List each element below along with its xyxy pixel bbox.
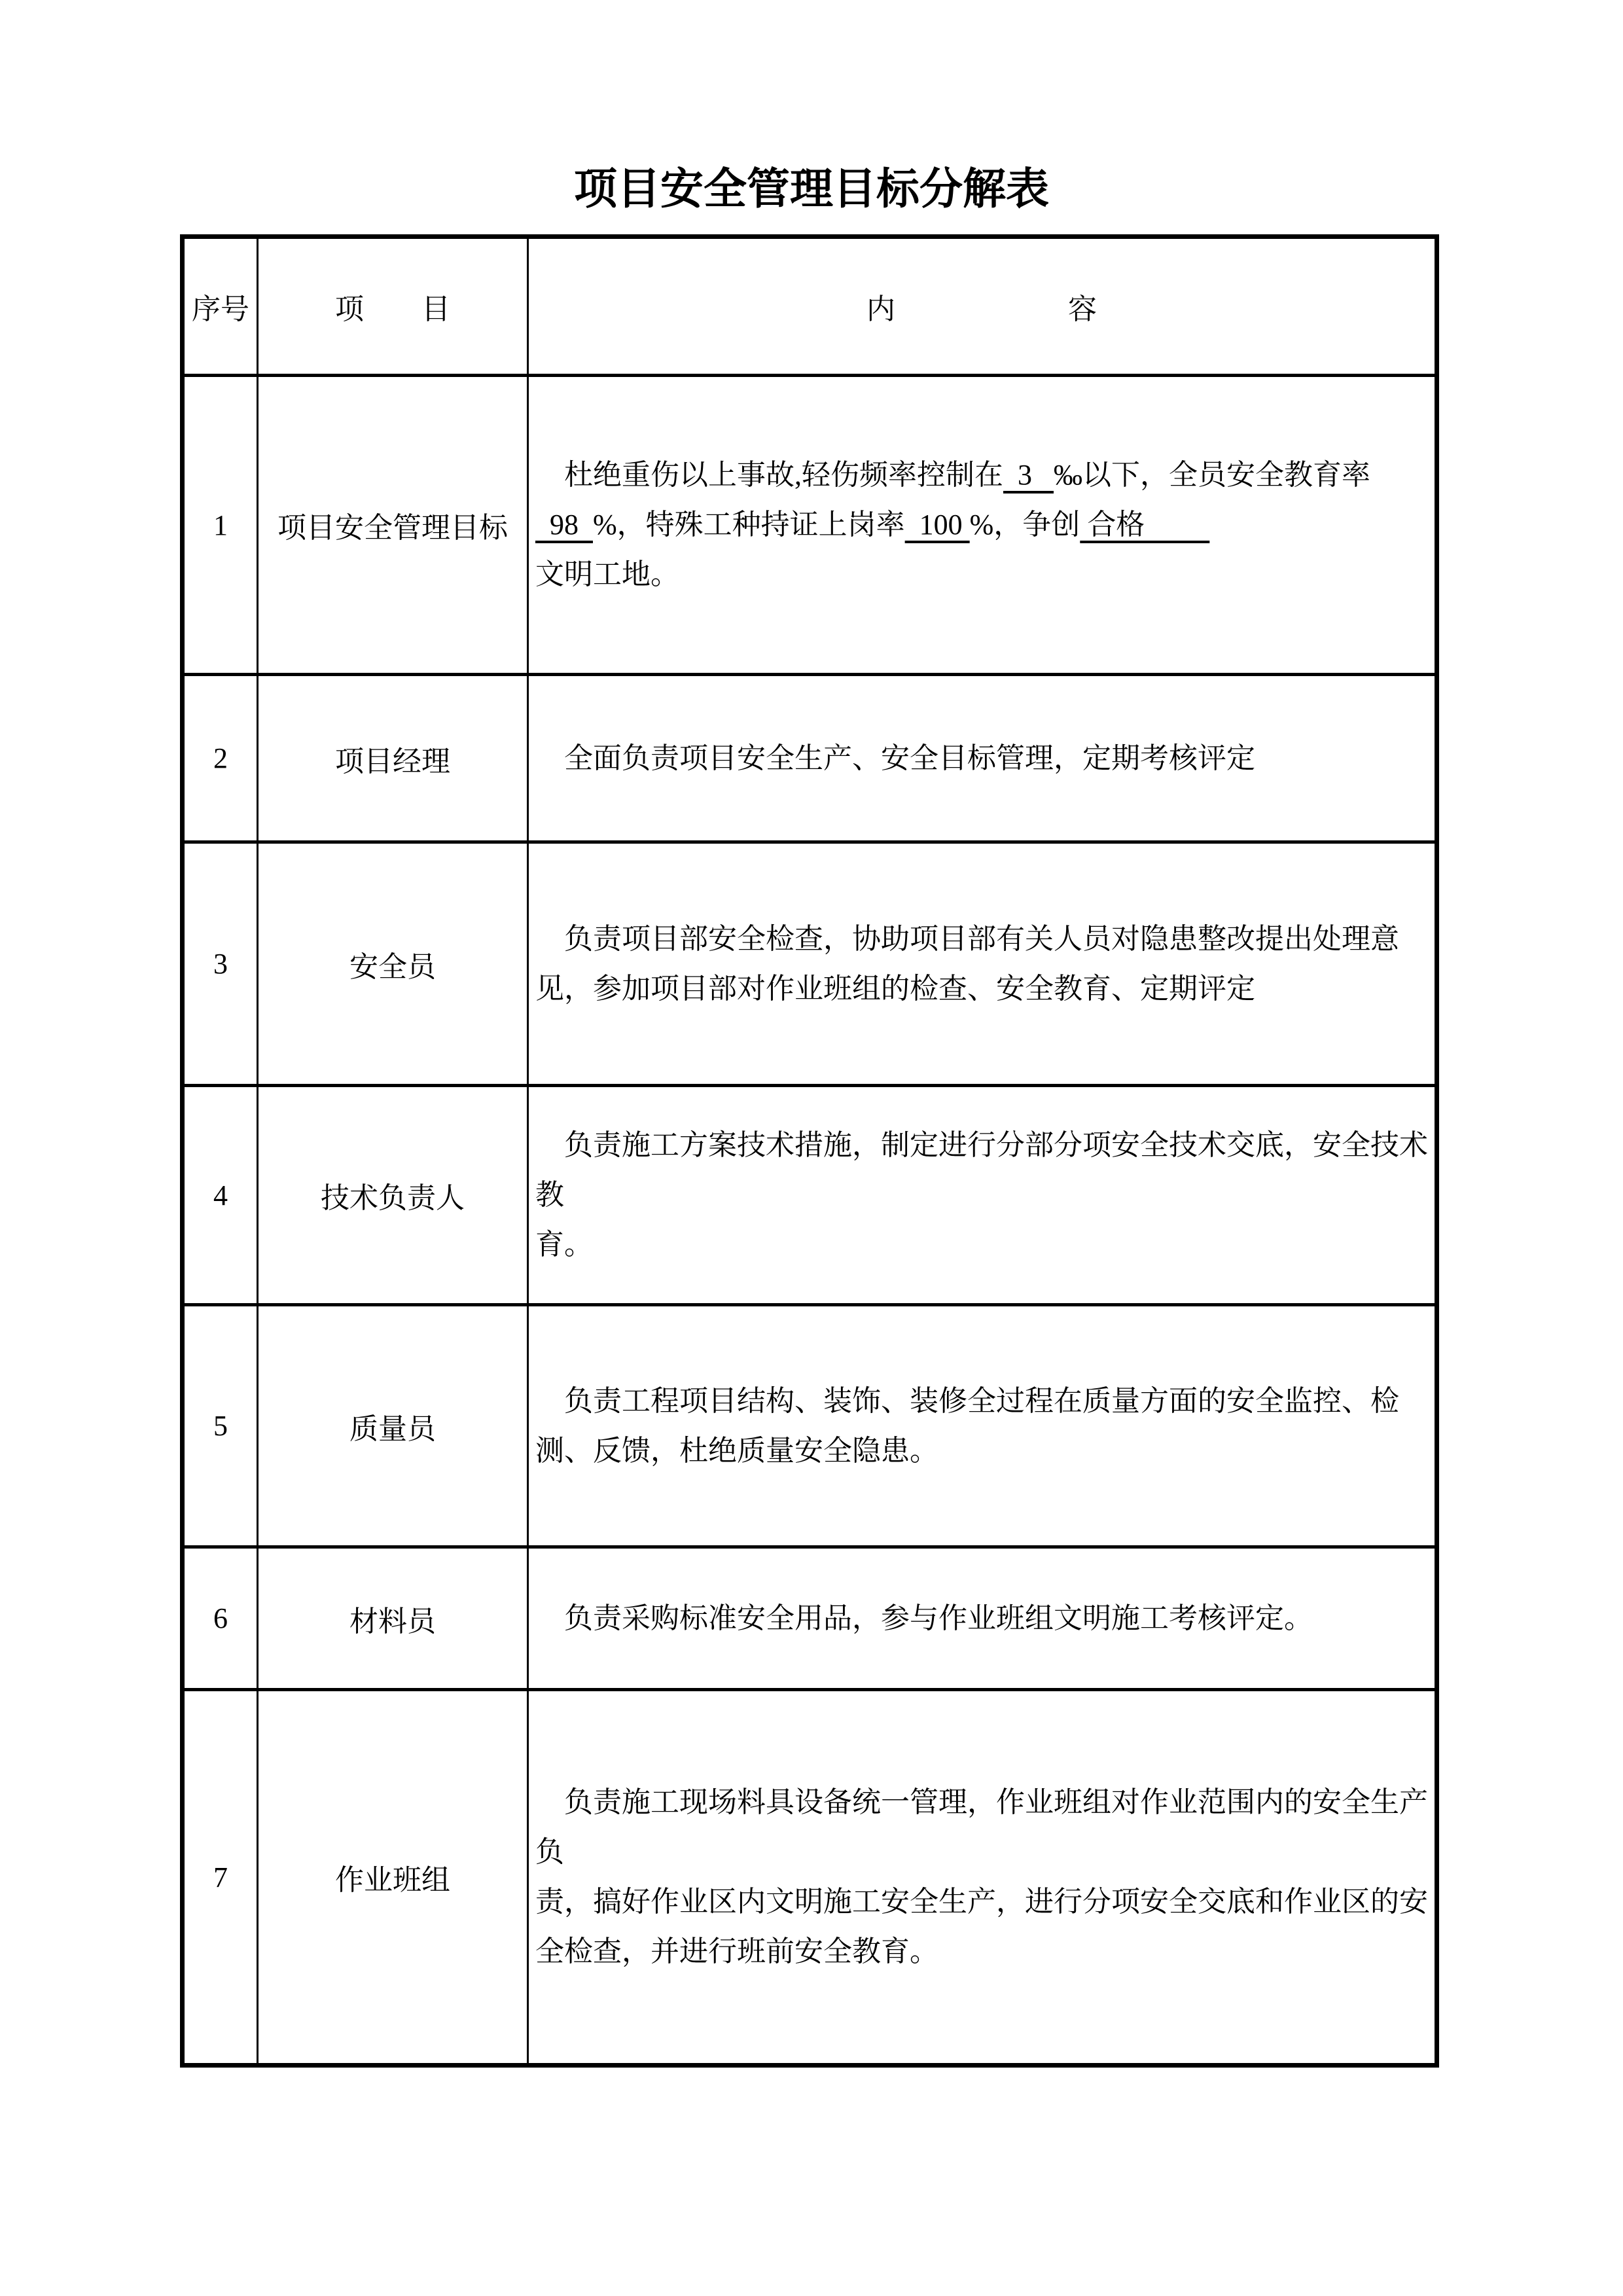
row-item: 项目安全管理目标 — [258, 376, 528, 675]
row-content-cell — [528, 1690, 1437, 2066]
row-no: 2 — [183, 675, 258, 842]
row-content: 负责施工现场料具设备统一管理，作业班组对作业范围内的安全生产 负 责，搞好作业区内文明施工安全生产，进行分项安全交底和作业区的安 全检查，并进行班前安全教育。 — [535, 1786, 1428, 1967]
header-cell-item: 项 目 — [258, 237, 528, 376]
row-item: 项目经理 — [258, 675, 528, 842]
table-row — [183, 376, 1437, 675]
header-cell-content: 内 容 — [528, 237, 1437, 376]
table-row — [183, 1690, 1437, 2066]
row-item: 材料员 — [258, 1547, 528, 1690]
row-content: 负责工程项目结构、装饰、装修全过程在质量方面的安全监控、检 测、反馈，杜绝质量安全隐患。 — [535, 1384, 1399, 1467]
row-content-cell — [528, 1547, 1437, 1690]
row-item: 作业班组 — [258, 1690, 528, 2066]
header-cell-no: 序号 — [183, 237, 258, 376]
row-no: 6 — [183, 1547, 258, 1690]
page-title: 项目安全管理目标分解表 — [574, 166, 1049, 213]
row-content-cell — [528, 1305, 1437, 1547]
row-item: 技术负责人 — [258, 1086, 528, 1305]
row-content: 负责采购标准安全用品，参与作业班组文明施工考核评定。 — [535, 1602, 1313, 1634]
table-row — [183, 1305, 1437, 1547]
row-content: 杜绝重伤以上事故,轻伤频率控制在 3 ‰以下，全员安全教育率 98 %，特殊工种持证上岗率 100 %，争创 合格 文明工地。 — [535, 459, 1370, 590]
row-no: 5 — [183, 1305, 258, 1547]
header-row — [183, 237, 1437, 376]
row-content: 负责施工方案技术措施，制定进行分部分项安全技术交底，安全技术 教 育。 — [535, 1129, 1428, 1261]
safety-goal-table — [180, 234, 1439, 2068]
row-item: 质量员 — [258, 1305, 528, 1547]
row-no: 3 — [183, 842, 258, 1086]
table-row — [183, 842, 1437, 1086]
row-content-cell — [528, 1086, 1437, 1305]
table-row — [183, 675, 1437, 842]
row-no: 7 — [183, 1690, 258, 2066]
row-content-cell — [528, 376, 1437, 675]
row-no: 1 — [183, 376, 258, 675]
row-content: 全面负责项目安全生产、安全目标管理，定期考核评定 — [535, 742, 1255, 774]
row-content-cell — [528, 675, 1437, 842]
row-no: 4 — [183, 1086, 258, 1305]
table-row — [183, 1086, 1437, 1305]
row-content-cell — [528, 842, 1437, 1086]
row-item: 安全员 — [258, 842, 528, 1086]
table-row — [183, 1547, 1437, 1690]
row-content: 负责项目部安全检查，协助项目部有关人员对隐患整改提出处理意 见，参加项目部对作业班组的检查、安全教育、定期评定 — [535, 922, 1399, 1005]
